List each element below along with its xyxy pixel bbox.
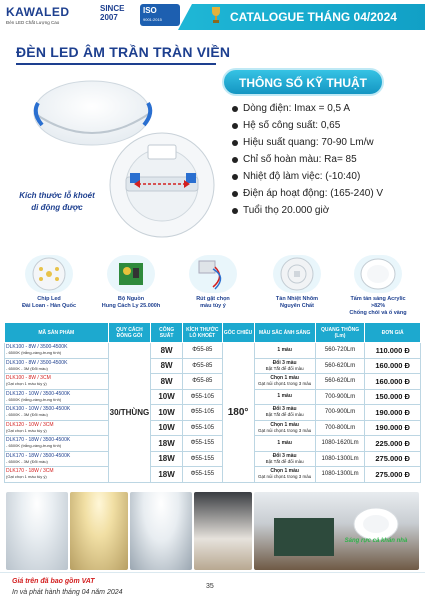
code-text: DLK170 - 18W / 3CM xyxy=(6,468,54,475)
cell-hole: Φ55-85 xyxy=(182,343,222,359)
cell-lumen: 560-620Lm xyxy=(315,358,365,374)
code-sub: (Gạt chọn 1 màu tùy ý) xyxy=(6,427,47,433)
cell-power: 8W xyxy=(151,343,183,359)
cell-packing: 30/THÙNG xyxy=(108,343,151,483)
table-row xyxy=(5,358,421,374)
col-price: ĐƠN GIÁ xyxy=(365,323,421,343)
bullet-icon xyxy=(232,157,238,163)
cell-price: 225.000 Đ xyxy=(365,436,421,452)
spec-item xyxy=(232,151,422,168)
part-label-1: Rút gật chọn xyxy=(196,296,230,302)
since-label: SINCE xyxy=(100,4,125,13)
spec-item xyxy=(232,117,422,134)
bullet-icon xyxy=(232,174,238,180)
part-label xyxy=(14,296,84,310)
brightness-stamp xyxy=(340,500,412,544)
color-sub: Bật Tắt để đổi màu xyxy=(265,365,304,371)
code-text: DLK170 - 18W / 3500-4500K xyxy=(6,437,71,444)
spec-list xyxy=(232,100,422,219)
part-heatsink xyxy=(262,255,332,310)
cell-power: 18W xyxy=(151,467,183,483)
color-text: 1 màu xyxy=(277,393,292,400)
code-sub: - 6500K (trắng-vàng-trung tính) xyxy=(6,350,62,356)
cell-lumen: 700-800Lm xyxy=(315,420,365,436)
part-label-2: Đài Loan - Hàn Quốc xyxy=(21,303,77,309)
spec-item xyxy=(232,202,422,219)
cell-color xyxy=(254,451,315,467)
power-supply-icon xyxy=(107,255,155,293)
cell-price: 275.000 Đ xyxy=(365,467,421,483)
cell-hole: Φ55-105 xyxy=(182,405,222,421)
code-text: DLK100 - 8W / 3500-4500K xyxy=(6,359,68,366)
bullet-icon xyxy=(232,106,238,112)
code-sub: (Gạt chọn 1 màu tùy ý) xyxy=(6,474,47,480)
cell-power: 10W xyxy=(151,389,183,405)
code-sub: - 6500K - 3M (Đổi màu) xyxy=(6,412,48,418)
cell-angle: 180° xyxy=(222,343,254,483)
title-underline xyxy=(16,63,216,65)
cell-price: 160.000 Đ xyxy=(365,358,421,374)
photo-ceiling-warm xyxy=(70,492,128,570)
part-label xyxy=(343,296,413,317)
stamp-text: Sáng rực cả khán nhà xyxy=(344,538,408,544)
parts-strip xyxy=(0,255,425,321)
vat-note: Giá trên đã bao gồm VAT xyxy=(12,578,95,585)
part-power-supply xyxy=(96,255,166,310)
color-text: 1 màu xyxy=(277,439,292,446)
table-row xyxy=(5,436,421,452)
table-row xyxy=(5,374,421,390)
iso-label: ISO xyxy=(143,6,157,15)
cell-code xyxy=(5,436,109,452)
cell-color xyxy=(254,343,315,359)
chip-led-icon xyxy=(25,255,73,293)
col-packing: QUY CÁCH ĐÓNG GÓI xyxy=(108,323,151,343)
part-label xyxy=(178,296,248,310)
code-sub: - 6500K - 3M (Đổi màu) xyxy=(6,458,48,464)
spec-heading-box xyxy=(222,68,384,96)
cell-hole: Φ55-85 xyxy=(182,358,222,374)
cell-price: 190.000 Đ xyxy=(365,420,421,436)
code-text: DLK100 - 10W / 3500-4500K xyxy=(6,406,71,413)
bullet-icon xyxy=(232,208,238,214)
cell-lumen: 1080-1300Lm xyxy=(315,467,365,483)
part-label-1: Bộ Nguồn xyxy=(117,296,145,302)
table-row xyxy=(5,343,421,359)
iso-certified: CERTIFIED xyxy=(143,26,165,31)
cell-color xyxy=(254,358,315,374)
iso-sub: 9001:2015 xyxy=(143,17,162,22)
page-number: 35 xyxy=(206,583,214,590)
code-text: DLK120 - 10W / 3500-4500K xyxy=(6,390,71,397)
cell-price: 110.000 Đ xyxy=(365,343,421,359)
spec-item-text: Chỉ số hoàn màu: Ra= 85 xyxy=(243,154,357,165)
cell-color xyxy=(254,467,315,483)
bullet-icon xyxy=(232,140,238,146)
cell-hole: Φ55-105 xyxy=(182,420,222,436)
part-label-2: Hung Cách Ly 25.000h xyxy=(101,303,161,309)
part-label-2: màu tùy ý xyxy=(200,303,226,309)
code-sub: (Gạt chọn 1 màu tùy ý) xyxy=(6,381,47,387)
spec-item-text: Hệ số công suất: 0,65 xyxy=(243,120,341,131)
cell-price: 150.000 Đ xyxy=(365,389,421,405)
color-text: Đổi 3 màu xyxy=(272,359,297,366)
cell-lumen: 1080-1300Lm xyxy=(315,451,365,467)
cell-hole: Φ55-155 xyxy=(182,467,222,483)
photo-screen xyxy=(274,518,334,556)
heatsink-icon xyxy=(273,255,321,293)
cell-power: 8W xyxy=(151,374,183,390)
spec-item xyxy=(232,185,422,202)
table-row xyxy=(5,467,421,483)
color-text: Chọn 1 màu xyxy=(270,421,299,428)
color-sub: Gạt núi chọn1 trong 3 màu xyxy=(258,381,312,387)
cell-code xyxy=(5,358,109,374)
product-image xyxy=(30,75,225,245)
hole-size-note xyxy=(12,190,102,214)
cell-power: 10W xyxy=(151,420,183,436)
color-text: Chọn 1 màu xyxy=(270,468,299,475)
part-label xyxy=(262,296,332,310)
price-table xyxy=(4,322,421,483)
spec-item-text: Tuổi thọ 20.000 giờ xyxy=(243,205,330,216)
spec-item-text: Điện áp hoạt động: (165-240) V xyxy=(243,188,384,199)
catalogue-label: CATALOGUE THÁNG 04/2024 xyxy=(230,10,397,24)
cell-hole: Φ55-155 xyxy=(182,451,222,467)
cell-color xyxy=(254,420,315,436)
color-sub: Bật Tắt để đổi màu xyxy=(265,412,304,418)
page-title: ĐÈN LED ÂM TRẦN TRÀN VIỀN xyxy=(16,44,231,60)
part-label-1: Tản Nhiệt Nhôm xyxy=(275,296,319,302)
col-power: CÔNG SUẤT xyxy=(151,323,183,343)
color-text: Chọn 1 màu xyxy=(270,375,299,382)
photo-ceiling-cool xyxy=(130,492,192,570)
col-code: MÃ SẢN PHẨM xyxy=(5,323,109,343)
cell-code xyxy=(5,420,109,436)
cell-lumen: 560-620Lm xyxy=(315,374,365,390)
spec-item-text: Dòng điện: Imax = 0,5 A xyxy=(243,103,351,114)
spec-item xyxy=(232,100,422,117)
table-row xyxy=(5,389,421,405)
cell-color xyxy=(254,374,315,390)
since-year: 2007 xyxy=(100,13,118,22)
cell-lumen: 700-900Lm xyxy=(315,389,365,405)
part-label-2: Chống chói và ố vàng xyxy=(349,310,407,316)
cell-lumen: 1080-1620Lm xyxy=(315,436,365,452)
spec-item xyxy=(232,168,422,185)
cell-color xyxy=(254,405,315,421)
col-lumen: QUANG THÔNG (Lm) xyxy=(315,323,365,343)
part-diffuser xyxy=(343,255,413,317)
code-sub: - 6500K (trắng-vàng-trung tính) xyxy=(6,443,62,449)
cell-code xyxy=(5,389,109,405)
cell-code xyxy=(5,405,109,421)
bullet-icon xyxy=(232,191,238,197)
issue-note: In và phát hành tháng 04 năm 2024 xyxy=(12,589,123,596)
code-text: DLK100 - 8W / 3CM xyxy=(6,375,51,382)
brand-tagline: Đèn LED Chất Lượng Cao xyxy=(6,20,60,25)
col-angle: GÓC CHIẾU xyxy=(222,323,254,343)
spec-heading: THÔNG SỐ KỸ THUẬT xyxy=(239,76,367,90)
part-color-switch xyxy=(178,255,248,310)
code-text: DLK120 - 10W / 3CM xyxy=(6,421,54,428)
page-footer xyxy=(0,572,425,600)
code-sub: - 6500K (trắng-vàng-trung tính) xyxy=(6,396,62,402)
cell-hole: Φ55-85 xyxy=(182,374,222,390)
cell-code xyxy=(5,467,109,483)
brand-logo xyxy=(6,5,70,25)
part-label-1: Chip Led xyxy=(37,296,61,302)
part-label xyxy=(96,296,166,310)
cell-code xyxy=(5,343,109,359)
color-sub: Gạt núi chọn1 trong 3 màu xyxy=(258,474,312,480)
iso-badge xyxy=(140,4,180,31)
color-sub: Bật Tắt để đổi màu xyxy=(265,458,304,464)
cell-color xyxy=(254,389,315,405)
cell-power: 10W xyxy=(151,405,183,421)
page-header xyxy=(0,0,425,34)
since-badge xyxy=(100,4,124,22)
spec-item-text: Nhiệt độ làm việc: (-10:40) xyxy=(243,171,361,182)
hole-size-note-text: Kích thước lỗ khoét di động được xyxy=(19,191,95,212)
cell-lumen: 560-720Lm xyxy=(315,343,365,359)
cell-code xyxy=(5,451,109,467)
cell-power: 8W xyxy=(151,358,183,374)
cell-price: 190.000 Đ xyxy=(365,405,421,421)
bullet-icon xyxy=(232,123,238,129)
trophy-icon xyxy=(210,6,222,24)
cell-lumen: 700-900Lm xyxy=(315,405,365,421)
cell-color xyxy=(254,436,315,452)
code-sub: - 6500K - 3M (Đổi màu) xyxy=(6,365,48,371)
cell-price: 275.000 Đ xyxy=(365,451,421,467)
color-text: Đổi 3 màu xyxy=(272,406,297,413)
table-row xyxy=(5,451,421,467)
color-text: Đổi 3 màu xyxy=(272,452,297,459)
code-text: DLK170 - 18W / 3500-4500K xyxy=(6,452,71,459)
code-text: DLK100 - 8W / 3500-4500K xyxy=(6,344,68,351)
cell-power: 18W xyxy=(151,436,183,452)
part-label-1: Tấm tán sáng Acrylic >82% xyxy=(350,296,406,309)
table-row xyxy=(5,420,421,436)
table-row xyxy=(5,405,421,421)
cell-price: 160.000 Đ xyxy=(365,374,421,390)
table-header-row xyxy=(5,323,421,343)
photo-room xyxy=(194,492,252,570)
color-text: 1 màu xyxy=(277,346,292,353)
diffuser-icon xyxy=(354,255,402,293)
part-label-2: Nguyên Chất xyxy=(280,303,314,309)
cell-hole: Φ55-105 xyxy=(182,389,222,405)
col-color: MÀU SẮC ÁNH SÁNG xyxy=(254,323,315,343)
spec-item xyxy=(232,134,422,151)
color-sub: Gạt núi chọn1 trong 3 màu xyxy=(258,427,312,433)
spec-item-text: Hiệu suất quang: 70-90 Lm/w xyxy=(243,137,374,148)
photo-ceiling-white xyxy=(6,492,68,570)
brand-name: KAWALED xyxy=(6,5,70,19)
cell-code xyxy=(5,374,109,390)
color-switch-icon xyxy=(189,255,237,293)
cell-power: 18W xyxy=(151,451,183,467)
part-chip-led xyxy=(14,255,84,310)
col-hole: KÍCH THƯỚC LỖ KHOÉT xyxy=(182,323,222,343)
cell-hole: Φ55-155 xyxy=(182,436,222,452)
